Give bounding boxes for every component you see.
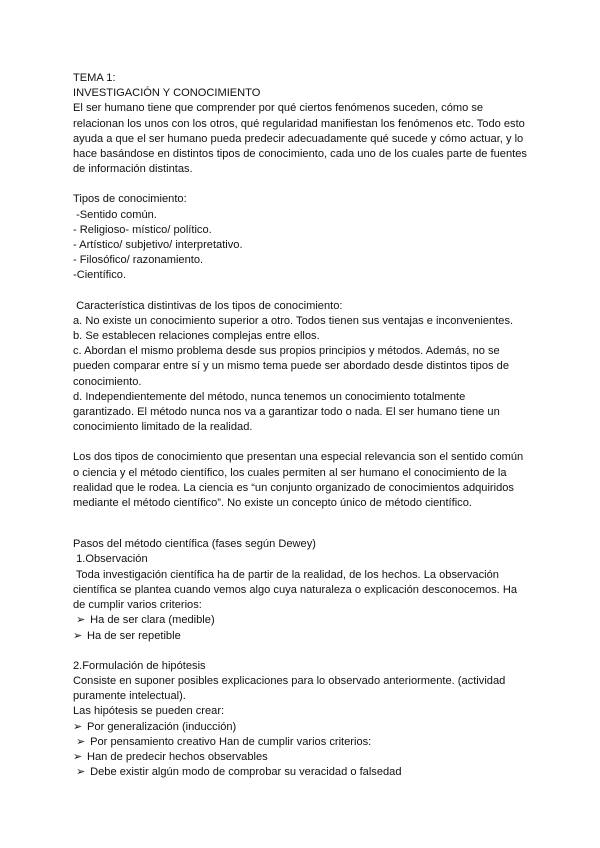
list-item: - Filosófico/ razonamiento. bbox=[73, 254, 204, 267]
text-line: pueden comparar entre sí y un mismo tema puede ser abordado desde distintos tipos de bbox=[73, 360, 509, 373]
text-line: realidad que le rodea. La ciencia es “un conjunto organizado de conocimientos adquiridos bbox=[73, 481, 514, 494]
text-line: garantizado. El método nunca nos va a garantizar todo o nada. El ser humano tiene un bbox=[73, 406, 500, 419]
steps-section bbox=[73, 537, 578, 780]
bullet-item bbox=[73, 613, 578, 628]
bullet-text: Por generalización (inducción) bbox=[87, 720, 237, 733]
document-subtitle: INVESTIGACIÓN Y CONOCIMIENTO bbox=[73, 87, 261, 100]
text-line: El ser humano tiene que comprender por qué ciertos fenómenos suceden, cómo se bbox=[73, 102, 484, 115]
text-line: hace basándose en distintos tipos de conocimiento, cada uno de los cuales parte de fuentes bbox=[73, 148, 527, 161]
step-title: 1.Observación bbox=[73, 553, 148, 566]
bullet-item bbox=[73, 720, 578, 735]
text-line: relacionan los unos con los otros, qué regularidad manifiestan los fenómenos etc. Todo esto bbox=[73, 117, 525, 130]
text-line: conocimiento limitado de la realidad. bbox=[73, 421, 253, 434]
arrow-bullet-icon: ➢ bbox=[76, 614, 86, 627]
text-line: Los dos tipos de conocimiento que presentan una especial relevancia son el sentido común bbox=[73, 451, 524, 464]
text-line: mediante el método científico”. No existe un concepto único de método científico. bbox=[73, 497, 472, 510]
science-paragraph bbox=[73, 450, 578, 511]
arrow-bullet-icon: ➢ bbox=[76, 735, 86, 748]
characteristics-section bbox=[73, 299, 578, 436]
bullet-text: Han de predecir hechos observables bbox=[87, 750, 268, 763]
section-heading: Característica distintivas de los tipos de conocimiento: bbox=[73, 299, 343, 312]
text-line: c. Abordan el mismo problema desde sus propios principios y métodos. Además, no se bbox=[73, 345, 500, 358]
arrow-bullet-icon: ➢ bbox=[76, 766, 86, 779]
text-line: conocimiento. bbox=[73, 375, 142, 388]
text-line: Toda investigación científica ha de partir de la realidad, de los hechos. La observación bbox=[73, 568, 499, 581]
document-page bbox=[73, 71, 578, 780]
section-heading: Tipos de conocimiento: bbox=[73, 193, 187, 206]
text-line: de cumplir varios criterios: bbox=[73, 599, 202, 612]
types-section bbox=[73, 192, 578, 283]
list-item: - Artístico/ subjetivo/ interpretativo. bbox=[73, 239, 243, 252]
text-line: a. No existe un conocimiento superior a otro. Todos tienen sus ventajas e inconvenientes. bbox=[73, 314, 514, 327]
document-title: TEMA 1: bbox=[73, 72, 116, 84]
bullet-item bbox=[73, 765, 578, 780]
bullet-item bbox=[73, 629, 578, 644]
bullet-item bbox=[73, 735, 578, 750]
bullet-text: Ha de ser clara (medible) bbox=[90, 614, 215, 627]
text-line: de información distintas. bbox=[73, 163, 193, 176]
section-heading: Pasos del método científica (fases según Dewey) bbox=[73, 538, 316, 551]
arrow-bullet-icon: ➢ bbox=[73, 720, 83, 733]
text-line: d. Independientemente del método, nunca tenemos un conocimiento totalmente bbox=[73, 390, 466, 403]
bullet-text: Debe existir algún modo de comprobar su veracidad o falsedad bbox=[90, 766, 402, 779]
bullet-item bbox=[73, 750, 578, 765]
list-item: -Sentido común. bbox=[73, 208, 157, 221]
arrow-bullet-icon: ➢ bbox=[73, 629, 83, 642]
text-line: b. Se establecen relaciones complejas entre ellos. bbox=[73, 330, 320, 343]
text-line: ayuda a que el ser humano pueda predecir adecuadamente qué sucede y cómo actuar, y lo bbox=[73, 132, 524, 145]
text-line: Consiste en suponer posibles explicaciones para lo observado anteriormente. (actividad bbox=[73, 674, 506, 687]
bullet-text: Ha de ser repetible bbox=[87, 629, 181, 642]
text-line: o ciencia y el método científico, los cuales permiten al ser humano el conocimiento de la bbox=[73, 466, 507, 479]
text-line: científica se plantea cuando vemos algo cuya naturaleza o explicación desconocemos. Ha bbox=[73, 583, 518, 596]
text-line: Las hipótesis se pueden crear: bbox=[73, 705, 225, 718]
list-item: - Religioso- místico/ político. bbox=[73, 223, 212, 236]
text-line: puramente intelectual). bbox=[73, 690, 186, 703]
arrow-bullet-icon: ➢ bbox=[73, 750, 83, 763]
intro-paragraph bbox=[73, 101, 578, 177]
list-item: -Científico. bbox=[73, 269, 127, 282]
step-title: 2.Formulación de hipótesis bbox=[73, 659, 206, 672]
bullet-text: Por pensamiento creativo Han de cumplir varios criterios: bbox=[90, 735, 372, 748]
